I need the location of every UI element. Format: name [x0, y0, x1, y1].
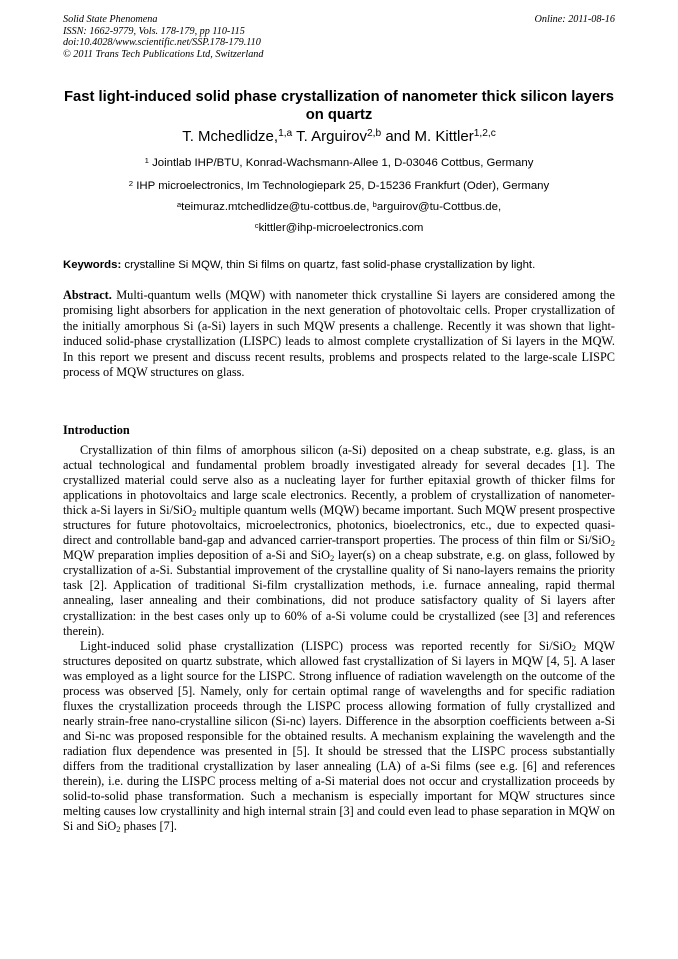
section-heading-introduction: Introduction [63, 423, 130, 437]
keywords-label: Keywords: [63, 259, 122, 271]
author-name: T. Arguirov [292, 128, 367, 145]
keywords [63, 258, 623, 272]
text-run: phases [7]. [120, 819, 177, 834]
affiliation-mark: 2 [128, 178, 134, 188]
abstract-label: Abstract. [63, 288, 112, 302]
subscript: 2 [571, 643, 577, 654]
keywords-text: crystalline Si MQW, thin Si films on quartz, fast solid-phase crystallization by light. [121, 259, 536, 271]
paragraph-2 [63, 639, 615, 835]
text-run: Light-induced solid phase crystallization (LISPC) process was reported recently for Si/SiO [80, 638, 572, 653]
introduction-body [63, 443, 615, 834]
text-run: MQW preparation implies deposition of a-Si and SiO [63, 548, 330, 563]
affiliation-1 [30, 156, 648, 171]
author-list [63, 127, 615, 147]
text-run: Crystallization of thin films of amorphous silicon (a-Si) deposited on a cheap substrate, e.g. glass, is an actual technological and fundamental problem broadly investigated already for several decades [1]. The crystallized material could serve also as a nucleating layer for further epitaxial growth of thicker films for applications in photovoltaics and large scale electronics. Recently, a problem of crystallization of nanometer-thick a-Si layers in Si/SiO [63, 443, 615, 518]
abstract [63, 288, 615, 380]
affiliation-mark: 1 [144, 155, 149, 165]
abstract-text: Multi-quantum wells (MQW) with nanometer thick crystalline Si layers are considered among the promising light absorbers for application in the next generation of photovoltaic cells. Proper crystallization of the initially amorphous Si (a-Si) layers in such MQW presents a challenge. Recently it was shown that light-induced solid-phase crystallization (LISPC) leads to almost complete crystallization of Si layers in the MQW. In this report we present and discuss recent results, problems and prospects related to the large-scale LISPC process of MQW structures on glass. [63, 288, 615, 380]
email-address[interactable]: teimuraz.mtchedlidze@tu-cottbus.de, [181, 201, 370, 213]
subscript: 2 [610, 538, 615, 548]
online-date: Online: 2011-08-16 [534, 14, 615, 25]
copyright-line: © 2011 Trans Tech Publications Ltd, Switzerland [63, 48, 264, 60]
email-mark: c [254, 220, 259, 230]
affiliation-2 [30, 179, 648, 194]
issn-line: ISSN: 1662-9779, Vols. 178-179, pp 110-115 [63, 25, 245, 37]
subscript: 2 [116, 823, 121, 834]
journal-name: Solid State Phenomena [63, 14, 158, 25]
email-mark: a [176, 199, 182, 209]
author-name: T. Mchedlidze, [182, 128, 279, 145]
paragraph-1 [63, 443, 615, 639]
email-address[interactable]: kittler@ihp-microelectronics.com [258, 222, 424, 234]
email-line-2 [30, 221, 648, 236]
text-run: MQW structures deposited on quartz substrate, which allowed fast crystallization of Si layers in MQW [4, 5]. A laser was employed as a light source for the LISPC. Strong influence of radiation wavelength on the outcome of the process was observed [5]. Namely, only for certain optimal range of wavelengths and for specific radiation fluxes the crystallization proceeds through the LISPC process allowing formation of fully crystallized and nearly strain-free nano-crystalline silicon (Si-nc) layers. Difference in the absorption coefficients between a-Si and Si-nc was proposed responsible for the obtained results. A mechanism explaining the wavelength and the radiation flux dependence was presented in [5]. It should be stressed that the LISPC process substantially differs from the traditional crystallization by laser annealing (LA) of a-Si films (see e.g. [6] and references therein), i.e. during the LISPC process melting of a-Si material does not occur and crystallization proceeds by solid-to-solid phase transformation. Such a mechanism is especially important for MQW structures since melting causes low crystallinity and high internal strain [3] and could even lead to phase separation in MQW on Si and SiO [63, 638, 615, 834]
affiliation-text: IHP microelectronics, Im Technologiepark 25, D-15236 Frankfurt (Oder), Germany [133, 180, 550, 192]
email-address[interactable]: arguirov@tu-Cottbus.de, [376, 201, 502, 213]
subscript: 2 [192, 507, 197, 518]
text-run: layer(s) on a cheap substrate, e.g. on glass, followed by crystallization of a-Si. Substantial improvement of the crystalline quality of Si nano-layers remains the priority task [2]. Application of traditional Si-film crystallization methods, i.e. furnace annealing, rapid thermal annealing, laser annealing and their combinations, did not produce satisfactory quality of Si layers after crystallization: in the best cases only up to 60% of a-Si volume could be crystallized (see [3] and references therein). [63, 548, 616, 638]
journal-header [63, 14, 615, 60]
paper-title: Fast light-induced solid phase crystallization of nanometer thick silicon layers on quartz [63, 89, 615, 123]
author-affiliation-mark: 1,a [278, 128, 293, 140]
author-affiliation-mark: 1,2,c [473, 128, 496, 140]
subscript: 2 [329, 553, 335, 564]
text-run: multiple quantum wells (MQW) became important. Such MQW present prospective structures for future photovoltaics, microelectronics, photonics, bioelectronics, etc., due to expected quasi-direct and controllable band-gap and advanced carrier-transport properties. The process of thin film or Si/SiO [63, 503, 615, 548]
author-name: and M. Kittler [381, 128, 474, 145]
email-line-1 [30, 200, 648, 215]
doi-line: doi:10.4028/www.scientific.net/SSP.178-179.110 [63, 37, 261, 49]
email-mark: b [372, 199, 377, 209]
affiliation-text: Jointlab IHP/BTU, Konrad-Wachsmann-Allee 1, D-03046 Cottbus, Germany [148, 157, 534, 169]
author-affiliation-mark: 2,b [367, 128, 382, 140]
